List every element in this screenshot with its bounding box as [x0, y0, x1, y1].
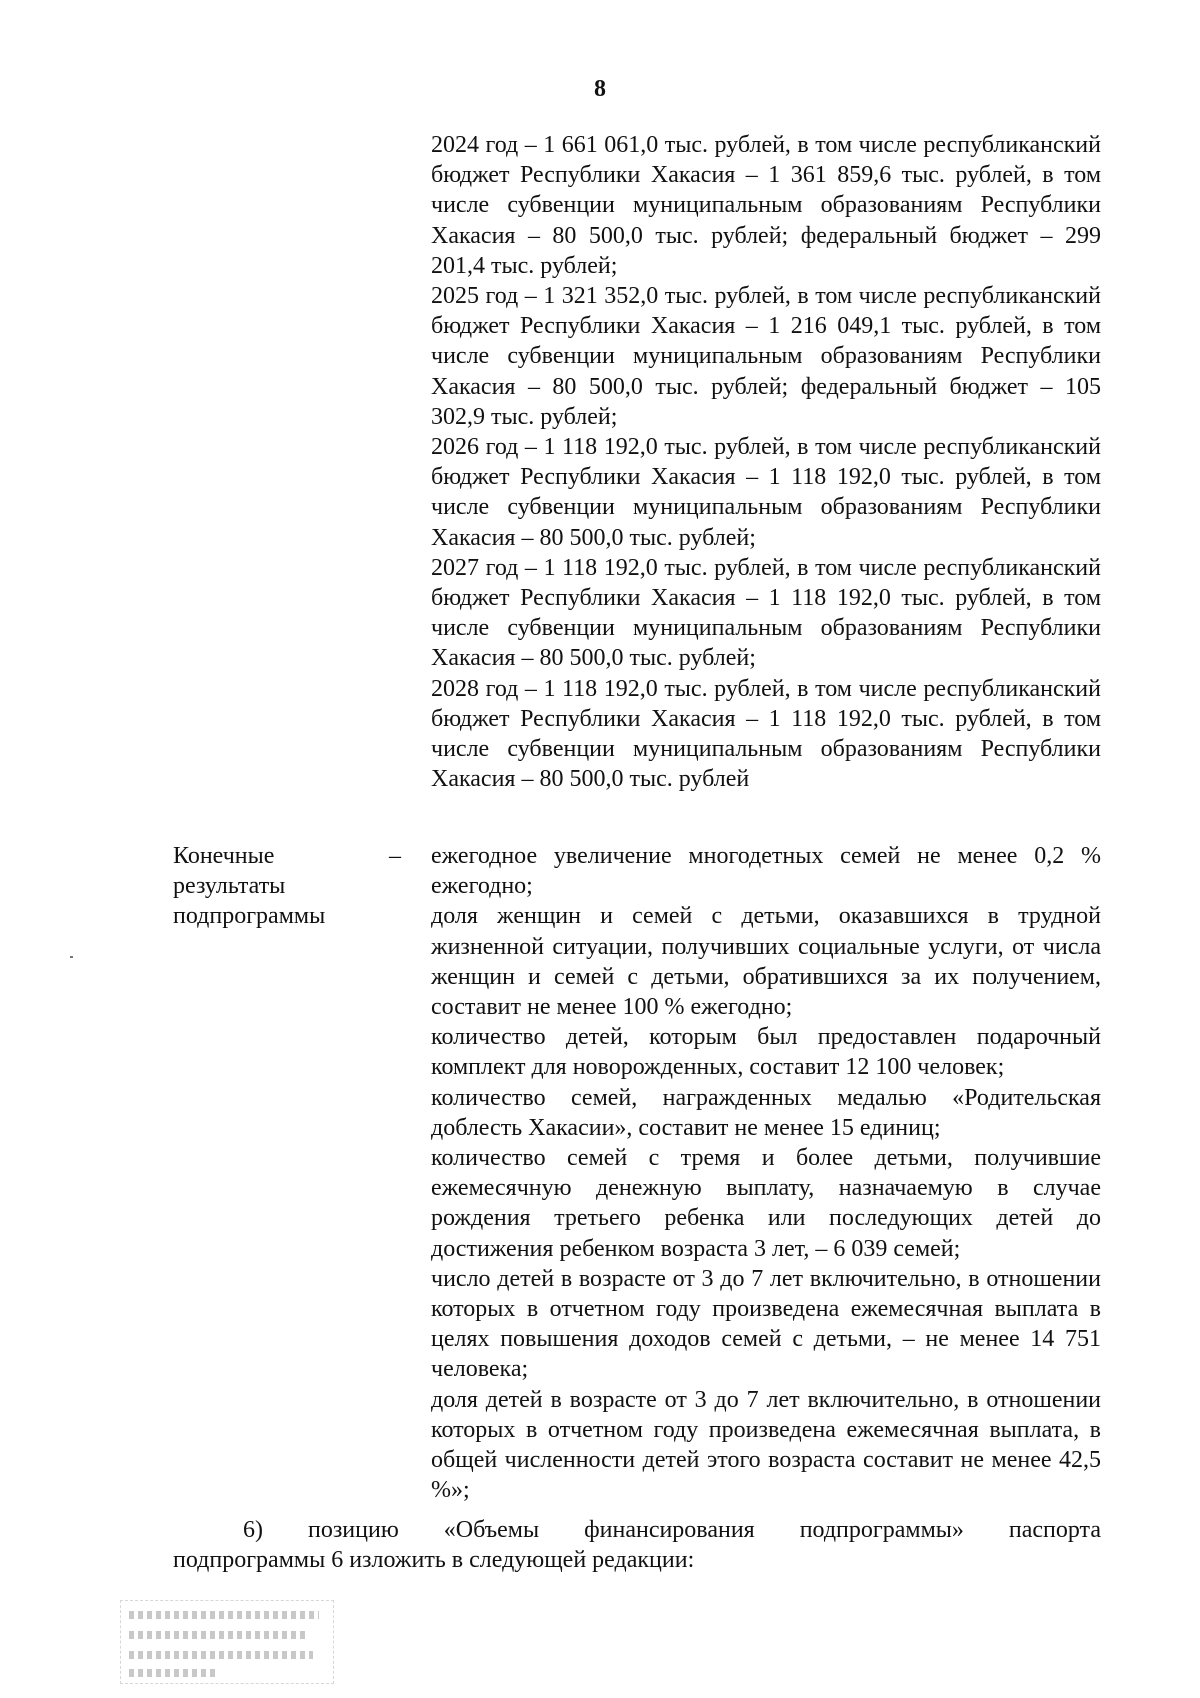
- scan-speck: [70, 956, 73, 958]
- stamp-line: [129, 1669, 219, 1677]
- results-label-line: подпрограммы: [173, 903, 326, 930]
- funding-volumes-block: [431, 130, 1101, 794]
- amendment-word: позицию: [307, 1517, 399, 1543]
- amendment-line-2: подпрограммы 6 изложить в следующей редакции:: [173, 1547, 695, 1574]
- amendment-paragraph: [173, 1515, 1101, 1575]
- funding-2026: 2026 год – 1 118 192,0 тыс. рублей, в том числе республиканский бюджет Республики Хакасия – 1 118 192,0 тыс. рублей, в том числе субвенции муниципальным образованиям Республики Хакасия – 80 500,0 тыс. рублей;: [431, 434, 1101, 551]
- funding-2024: 2024 год – 1 661 061,0 тыс. рублей, в том числе республиканский бюджет Республики Хакасия – 1 361 859,6 тыс. рублей, в том числе субвенции муниципальным образованиям Республики Хакасия – 80 500,0 тыс. рублей; федеральный бюджет – 299 201,4 тыс. рублей;: [431, 132, 1101, 279]
- amendment-word: паспорта: [1008, 1517, 1101, 1543]
- amendment-word: 6): [243, 1517, 263, 1543]
- results-label-line: результаты: [173, 873, 286, 900]
- amendment-line-1: [173, 1515, 1101, 1545]
- stamp-line: [129, 1631, 305, 1639]
- stamp-line: [129, 1611, 319, 1619]
- result-item: количество семей, награжденных медалью «Родительская доблесть Хакасии», составит не менее 15 единиц;: [431, 1084, 1101, 1141]
- funding-2025: 2025 год – 1 321 352,0 тыс. рублей, в том числе республиканский бюджет Республики Хакасия – 1 216 049,1 тыс. рублей, в том числе субвенции муниципальным образованиям Республики Хакасия – 80 500,0 тыс. рублей; федеральный бюджет – 105 302,9 тыс. рублей;: [431, 283, 1101, 430]
- result-item: доля детей в возрасте от 3 до 7 лет включительно, в отношении которых в отчетном году произведена ежемесячная выплата, в общей численности детей этого возраста составит не менее 42,5 %»;: [431, 1386, 1101, 1504]
- funding-2028: 2028 год – 1 118 192,0 тыс. рублей, в том числе республиканский бюджет Республики Хакасия – 1 118 192,0 тыс. рублей, в том числе субвенции муниципальным образованиям Республики Хакасия – 80 500,0 тыс. рублей: [431, 675, 1101, 793]
- results-label: [173, 841, 373, 932]
- result-item: количество детей, которым был предоставлен подарочный комплект для новорожденных, составит 12 100 человек;: [431, 1024, 1101, 1081]
- funding-2027: 2027 год – 1 118 192,0 тыс. рублей, в том числе республиканский бюджет Республики Хакасия – 1 118 192,0 тыс. рублей, в том числе субвенции муниципальным образованиям Республики Хакасия – 80 500,0 тыс. рублей;: [431, 554, 1101, 672]
- result-item: число детей в возрасте от 3 до 7 лет включительно, в отношении которых в отчетном году произведена ежемесячная выплата в целях повышения доходов семей с детьми, – не менее 14 751 человека;: [431, 1265, 1101, 1383]
- results-dash: –: [389, 843, 401, 869]
- results-block: [431, 841, 1101, 1505]
- result-item: количество семей с тремя и более детьми, получившие ежемесячную денежную выплату, назначаемую в случае рождения третьего ребенка или последующих детей до достижения ребенком возраста 3 лет, – 6 039 семей;: [431, 1145, 1101, 1262]
- results-label-line: Конечные: [173, 843, 275, 869]
- ministry-stamp: [120, 1600, 334, 1684]
- amendment-word: «Объемы: [443, 1517, 540, 1543]
- amendment-word: подпрограммы»: [799, 1517, 964, 1543]
- page-number: 8: [594, 76, 606, 102]
- result-item: доля женщин и семей с детьми, оказавшихся в трудной жизненной ситуации, получивших социальные услуги, от числа женщин и семей с детьми, обратившихся за их получением, составит не менее 100 % ежегодно;: [431, 903, 1101, 1021]
- result-item: ежегодное увеличение многодетных семей не менее 0,2 % ежегодно;: [431, 843, 1101, 900]
- amendment-word: финансирования: [584, 1517, 755, 1543]
- stamp-line: [129, 1651, 313, 1659]
